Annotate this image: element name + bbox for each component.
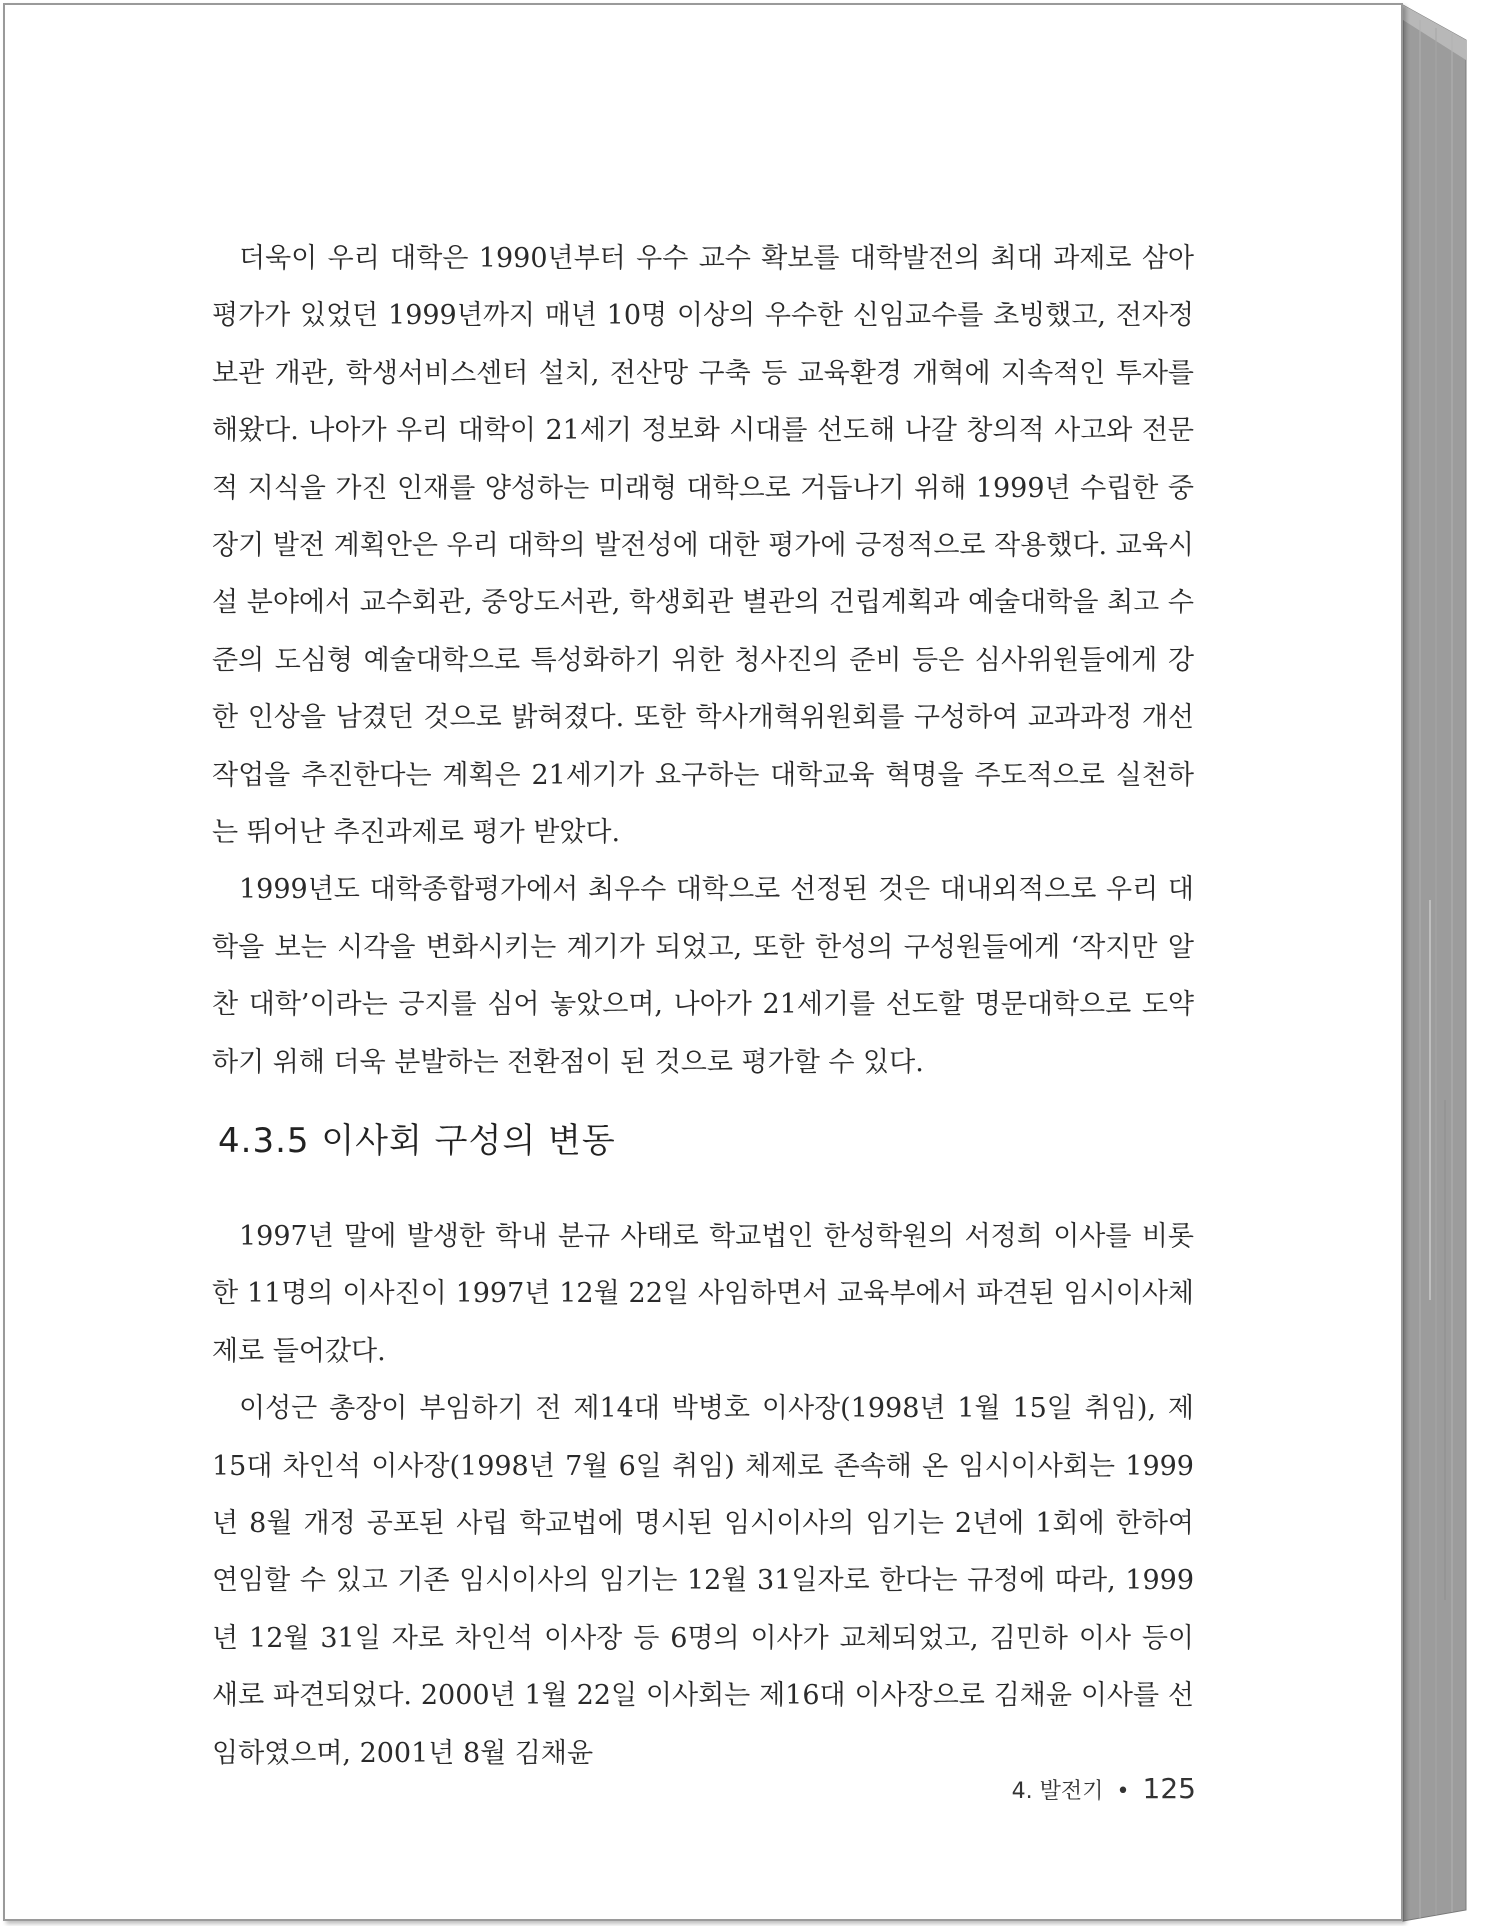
paragraph: 더욱이 우리 대학은 1990년부터 우수 교수 확보를 대학발전의 최대 과제로 삼아 평가가 있었던 1999년까지 매년 10명 이상의 우수한 신임교수를 초빙했고, 전자정보관 개관, 학생서비스센터 설치, 전산망 구축 등 교육환경 개혁에 지속적인 투자를 해왔다. 나아가 우리 대학이 21세기 정보화 시대를 선도해 나갈 창의적 사고와 전문적 지식을 가진 인재를 양성하는 미래형 대학으로 거듭나기 위해 1999년 수립한 중장기 발전 계획안은 우리 대학의 발전성에 대한 평가에 긍정적으로 작용했다. 교육시설 분야에서 교수회관, 중앙도서관, 학생회관 별관의 건립계획과 예술대학을 최고 수준의 도심형 예술대학으로 특성화하기 위한 청사진의 준비 등은 심사위원들에게 강한 인상을 남겼던 것으로 밝혀졌다. 또한 학사개혁위원회를 구성하여 교과과정 개선작업을 추진한다는 계획은 21세기가 요구하는 대학교육 혁명을 주도적으로 실천하는 뛰어난 추진과제로 평가 받았다.	[212, 243, 1194, 849]
section-heading: 4.3.5 이사회 구성의 변동	[218, 1121, 616, 1161]
paragraph: 이성근 총장이 부임하기 전 제14대 박병호 이사장(1998년 1월 15일 취임), 제15대 차인석 이사장(1998년 7월 6일 취임) 체제로 존속해 온 임시이사회는 1999년 8월 개정 공포된 사립 학교법에 명시된 임시이사의 임기는 2년에 1회에 한하여 연임할 수 있고 기존 임시이사의 임기는 12월 31일자로 한다는 규정에 따라, 1999년 12월 31일 자로 차인석 이사장 등 6명의 이사가 교체되었고, 김민하 이사 등이 새로 파견되었다. 2000년 1월 22일 이사회는 제16대 이사장으로 김채윤 이사를 선임하였으며, 2001년 8월 김채윤	[212, 1393, 1194, 1769]
bullet-separator: •	[1116, 1779, 1130, 1804]
page-footer	[1012, 1772, 1196, 1805]
chapter-label: 4. 발전기	[1011, 1779, 1104, 1804]
paragraph: 1997년 말에 발생한 학내 분규 사태로 학교법인 한성학원의 서정희 이사를 비롯한 11명의 이사진이 1997년 12월 22일 사임하면서 교육부에서 파견된 임시이사체제로 들어갔다.	[212, 1221, 1194, 1367]
paragraph: 1999년도 대학종합평가에서 최우수 대학으로 선정된 것은 대내외적으로 우리 대학을 보는 시각을 변화시키는 계기가 되었고, 또한 한성의 구성원들에게 ‘작지만 알찬 대학’이라는 긍지를 심어 놓았으며, 나아가 21세기를 선도할 명문대학으로 도약하기 위해 더욱 분발하는 전환점이 된 것으로 평가할 수 있다.	[212, 874, 1194, 1078]
body-text-section	[212, 1208, 1194, 1782]
body-text-top	[212, 230, 1194, 1091]
page-number: 125	[1142, 1772, 1196, 1805]
